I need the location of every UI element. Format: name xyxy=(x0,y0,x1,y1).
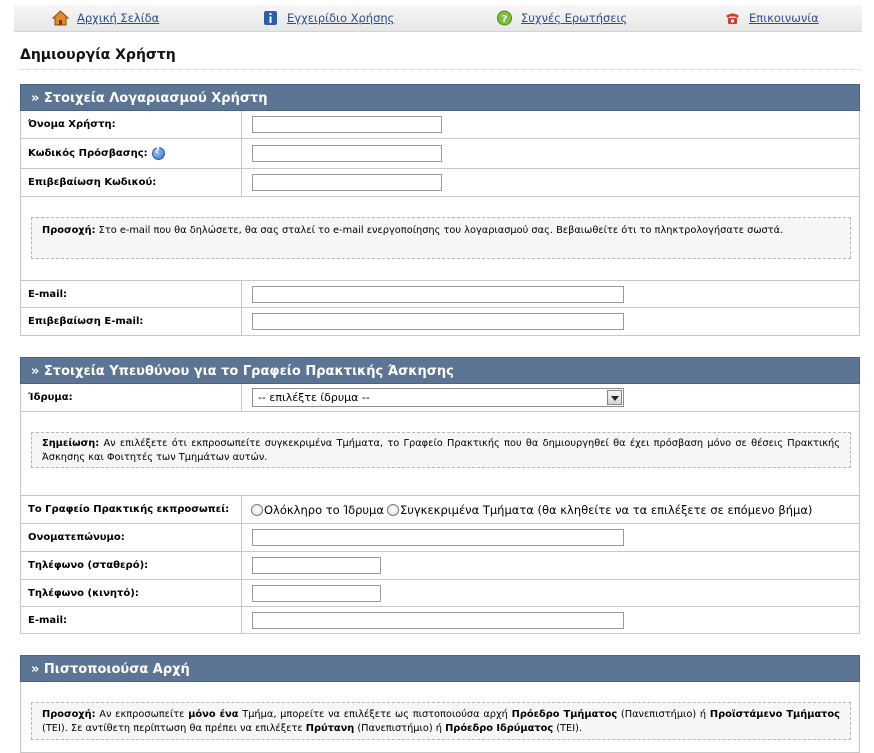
radio-specific-departments[interactable] xyxy=(387,504,399,516)
phone-input[interactable] xyxy=(252,557,381,574)
radio-whole-label[interactable]: Ολόκληρο το Ίδρυμα xyxy=(264,502,384,517)
cert-note-text: (ΤΕΙ). xyxy=(553,723,583,734)
svg-text:?: ? xyxy=(501,14,508,25)
email-row xyxy=(20,281,860,308)
cert-note-text: (ΤΕΙ). Σε αντίθετη περίπτωση θα πρέπει να επιλέξετε xyxy=(42,723,306,734)
account-note-row xyxy=(20,197,860,281)
cert-note-prefix: Προσοχή: xyxy=(42,709,96,720)
office-note-prefix: Σημείωση: xyxy=(42,438,100,449)
username-row xyxy=(20,111,860,139)
institution-label: Ίδρυμα: xyxy=(21,384,242,411)
email-label: E-mail: xyxy=(21,281,242,307)
password-label-cell xyxy=(21,139,242,168)
represents-row xyxy=(20,496,860,524)
cert-note-emphasis: μόνο ένα xyxy=(188,709,239,720)
cert-note-emphasis: Πρόεδρο Ιδρύματος xyxy=(445,723,554,734)
password-confirm-label: Επιβεβαίωση Κωδικού: xyxy=(21,169,242,196)
username-input[interactable] xyxy=(252,116,442,133)
page-title: Δημιουργία Χρήστη xyxy=(20,47,176,63)
radio-whole-institution[interactable] xyxy=(251,504,263,516)
top-nav xyxy=(14,5,862,32)
email-confirm-row xyxy=(20,308,860,336)
certifying-section xyxy=(20,655,860,753)
chevron-down-icon[interactable] xyxy=(607,390,622,405)
home-icon xyxy=(52,10,69,26)
phone-icon xyxy=(724,10,741,26)
title-divider xyxy=(20,69,860,70)
password-confirm-row xyxy=(20,169,860,197)
fullname-label: Ονοματεπώνυμο: xyxy=(21,524,242,551)
represents-radio-group xyxy=(251,503,815,517)
nav-home[interactable] xyxy=(52,9,159,27)
mobile-input[interactable] xyxy=(252,585,381,602)
cert-note-text: (Πανεπιστήμιο) ή xyxy=(617,709,710,720)
institution-row xyxy=(20,384,860,412)
certifying-section-header: » Πιστοποιούσα Αρχή xyxy=(20,655,860,682)
office-section xyxy=(20,357,860,634)
help-icon[interactable] xyxy=(152,147,165,160)
certifying-note xyxy=(31,702,851,740)
mobile-label: Τηλέφωνο (κινητό): xyxy=(21,580,242,606)
radio-specific-label[interactable]: Συγκεκριμένα Τμήματα (θα κληθείτε να τα επιλέξετε σε επόμενο βήμα) xyxy=(399,502,813,517)
nav-manual-link[interactable]: Εγχειρίδιο Χρήσης xyxy=(287,11,395,25)
email-confirm-input[interactable] xyxy=(252,313,624,330)
office-email-label: E-mail: xyxy=(21,607,242,633)
office-note-text: Αν επιλέξετε ότι εκπροσωπείτε συγκεκριμένα Τμήματα, το Γραφείο Πρακτικής που θα δημιουργηθεί θα έχει πρόσβαση μόνο σε θέσεις Πρακτικής Άσκησης και Φοιτητές των Τμημάτων αυτών. xyxy=(42,438,840,463)
cert-note-emphasis: Πρόεδρο Τμήματος xyxy=(511,709,618,720)
password-label: Κωδικός Πρόσβασης: xyxy=(28,148,148,159)
certifying-note-row xyxy=(20,682,860,753)
note-text: Στο e-mail που θα δηλώσετε, θα σας σταλεί το e-mail ενεργοποίησης του λογαριασμού σας. Βεβαιωθείτε ότι το πληκτρολογήσατε σωστά. xyxy=(95,225,784,236)
office-email-row xyxy=(20,607,860,634)
institution-select-value: -- επιλέξτε ίδρυμα -- xyxy=(258,391,370,404)
office-email-input[interactable] xyxy=(252,612,624,629)
password-input[interactable] xyxy=(252,145,442,162)
info-icon xyxy=(262,10,279,26)
institution-select[interactable] xyxy=(252,388,624,407)
fullname-input[interactable] xyxy=(252,529,624,546)
cert-note-emphasis: Πρύτανη xyxy=(305,723,355,734)
nav-manual[interactable] xyxy=(262,9,394,27)
office-section-header: » Στοιχεία Υπευθύνου για το Γραφείο Πρακτικής Άσκησης xyxy=(20,357,860,384)
account-section-header: » Στοιχεία Λογαριασμού Χρήστη xyxy=(20,84,860,111)
email-confirm-label: Επιβεβαίωση E-mail: xyxy=(21,308,242,335)
username-label: Όνομα Χρήστη: xyxy=(21,111,242,138)
nav-contact-link[interactable]: Επικοινωνία xyxy=(749,11,819,25)
password-confirm-input[interactable] xyxy=(252,174,442,191)
cert-note-text: Τμήμα, μπορείτε να επιλέξετε ως πιστοποιούσα αρχή xyxy=(238,709,512,720)
phone-row xyxy=(20,552,860,580)
email-input[interactable] xyxy=(252,286,624,303)
fullname-row xyxy=(20,524,860,552)
nav-faq[interactable] xyxy=(496,9,627,27)
cert-note-text: (Πανεπιστήμιο) ή xyxy=(354,723,446,734)
nav-contact[interactable] xyxy=(724,9,819,27)
nav-home-link[interactable]: Αρχική Σελίδα xyxy=(77,11,160,25)
email-warning-note xyxy=(31,217,851,259)
account-section xyxy=(20,84,860,336)
nav-faq-link[interactable]: Συχνές Ερωτήσεις xyxy=(521,11,628,25)
represents-label: Το Γραφείο Πρακτικής εκπροσωπεί: xyxy=(21,496,242,523)
note-prefix: Προσοχή: xyxy=(42,225,96,236)
mobile-row xyxy=(20,580,860,607)
cert-note-text: Αν εκπροσωπείτε xyxy=(95,709,189,720)
departments-note xyxy=(31,432,851,468)
cert-note-emphasis: Προϊστάμενο Τμήματος xyxy=(709,709,840,720)
office-note-row xyxy=(20,412,860,496)
phone-label: Τηλέφωνο (σταθερό): xyxy=(21,552,242,579)
question-icon xyxy=(496,10,513,26)
password-row xyxy=(20,139,860,169)
